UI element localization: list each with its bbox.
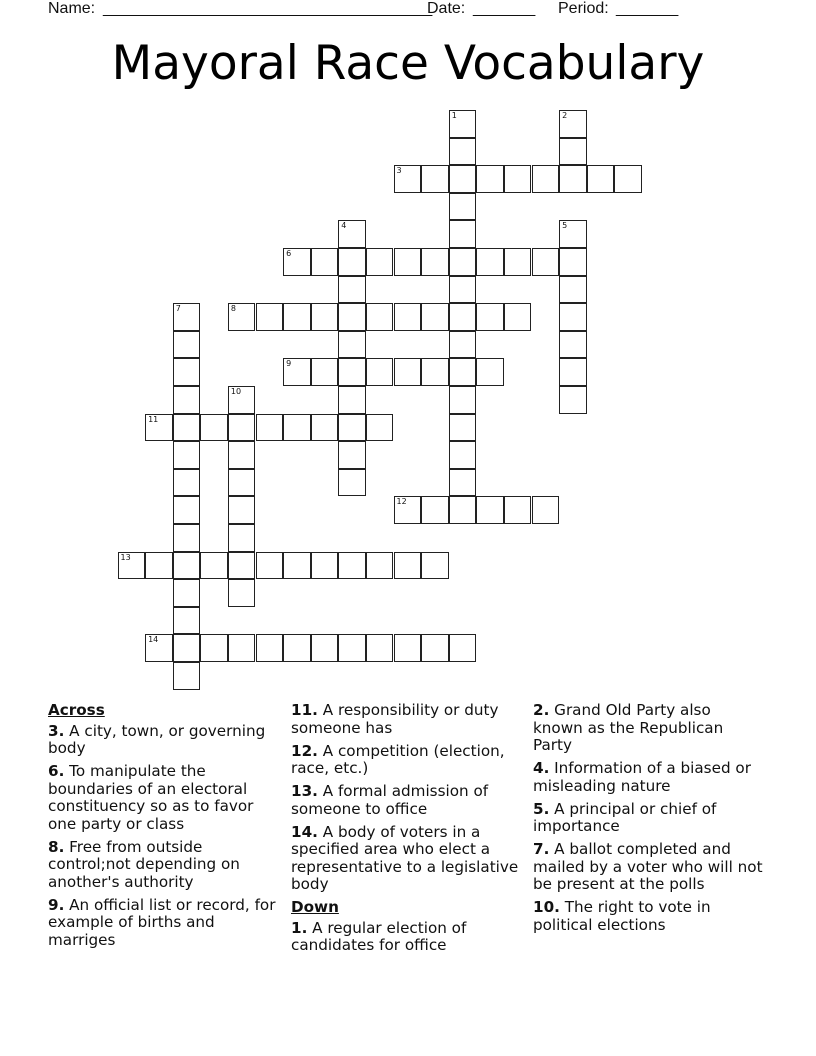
grid-cell[interactable] bbox=[256, 414, 284, 442]
clues-column-2 bbox=[291, 702, 519, 960]
grid-cell[interactable] bbox=[504, 165, 532, 193]
grid-cell[interactable] bbox=[559, 110, 587, 138]
grid-cell[interactable] bbox=[449, 276, 477, 304]
date-field[interactable]: _______ bbox=[473, 0, 536, 17]
grid-cell[interactable] bbox=[366, 303, 394, 331]
grid-cell[interactable] bbox=[394, 358, 422, 386]
clue-down-1: 1. A regular election of candidates for office bbox=[291, 918, 467, 954]
grid-cell[interactable] bbox=[476, 165, 504, 193]
clue-number: 7 bbox=[175, 304, 181, 314]
down-heading: Down bbox=[291, 898, 339, 916]
grid-cell[interactable] bbox=[394, 552, 422, 580]
grid-cell[interactable] bbox=[228, 496, 256, 524]
grid-cell[interactable] bbox=[476, 248, 504, 276]
clue-number: 11 bbox=[148, 414, 159, 424]
grid-cell[interactable] bbox=[587, 165, 615, 193]
grid-cell[interactable] bbox=[200, 414, 228, 442]
grid-cell[interactable] bbox=[228, 386, 256, 414]
grid-cell[interactable] bbox=[145, 414, 173, 442]
grid-cell[interactable] bbox=[421, 303, 449, 331]
clue-number: 10 bbox=[230, 387, 242, 396]
grid-cell[interactable] bbox=[366, 414, 394, 442]
clue-across-14: 14. A body of voters in a specified area who elect a representative to a legislative body bbox=[291, 822, 519, 893]
grid-cell[interactable] bbox=[559, 138, 587, 166]
grid-cell[interactable] bbox=[449, 220, 477, 248]
grid-cell[interactable] bbox=[311, 248, 339, 276]
grid-cell[interactable] bbox=[504, 496, 532, 524]
grid-cell[interactable] bbox=[449, 165, 477, 193]
grid-cell[interactable] bbox=[283, 358, 311, 386]
grid-cell[interactable] bbox=[283, 552, 311, 580]
grid-cell[interactable] bbox=[338, 552, 366, 580]
grid-cell[interactable] bbox=[449, 110, 477, 138]
grid-cell[interactable] bbox=[228, 469, 256, 497]
grid-cell[interactable] bbox=[394, 496, 422, 524]
grid-cell[interactable] bbox=[338, 414, 366, 442]
grid-cell[interactable] bbox=[283, 248, 311, 276]
grid-cell[interactable] bbox=[200, 634, 228, 662]
clue-across-3: 3. A city, town, or governing body bbox=[48, 721, 266, 757]
grid-cell[interactable] bbox=[532, 496, 560, 524]
grid-cell[interactable] bbox=[559, 358, 587, 386]
grid-cell[interactable] bbox=[476, 303, 504, 331]
grid-cell[interactable] bbox=[449, 469, 477, 497]
grid-cell[interactable] bbox=[228, 414, 256, 442]
grid-cell[interactable] bbox=[559, 220, 587, 248]
grid-cell[interactable] bbox=[173, 607, 201, 635]
grid-cell[interactable] bbox=[449, 414, 477, 442]
grid-cell[interactable] bbox=[338, 248, 366, 276]
grid-cell[interactable] bbox=[421, 634, 449, 662]
grid-cell[interactable] bbox=[421, 248, 449, 276]
grid-cell[interactable] bbox=[559, 276, 587, 304]
grid-cell[interactable] bbox=[504, 248, 532, 276]
clue-across-12: 12. A competition (election, race, etc.) bbox=[291, 741, 505, 777]
grid-cell[interactable] bbox=[145, 552, 173, 580]
grid-cell[interactable] bbox=[394, 303, 422, 331]
grid-cell[interactable] bbox=[338, 634, 366, 662]
clue-down-4: 4. Information of a biased or misleading nature bbox=[533, 759, 751, 795]
clues-column-1 bbox=[48, 702, 284, 955]
grid-cell[interactable] bbox=[421, 552, 449, 580]
grid-cell[interactable] bbox=[559, 331, 587, 359]
clue-number: 3 bbox=[396, 166, 402, 176]
grid-cell[interactable] bbox=[173, 414, 201, 442]
name-label: Name: bbox=[48, 0, 96, 17]
grid-cell[interactable] bbox=[449, 303, 477, 331]
clue-number: 6 bbox=[286, 249, 292, 258]
grid-cell[interactable] bbox=[449, 386, 477, 414]
grid-cell[interactable] bbox=[559, 386, 587, 414]
clue-across-13: 13. A formal admission of someone to office bbox=[291, 782, 489, 818]
period-label: Period: bbox=[558, 0, 609, 17]
grid-cell[interactable] bbox=[449, 496, 477, 524]
grid-cell[interactable] bbox=[311, 358, 339, 386]
clue-across-6: 6. To manipulate the boundaries of an electoral constituency so as to favor one party or class bbox=[48, 762, 254, 833]
clue-number: 12 bbox=[396, 497, 407, 507]
grid-cell[interactable] bbox=[173, 662, 201, 690]
date-label: Date: bbox=[427, 0, 466, 17]
clue-down-10: 10. The right to vote in political elections bbox=[533, 898, 711, 934]
grid-cell[interactable] bbox=[421, 358, 449, 386]
grid-cell[interactable] bbox=[394, 634, 422, 662]
grid-cell[interactable] bbox=[338, 276, 366, 304]
grid-cell[interactable] bbox=[394, 165, 422, 193]
grid-cell[interactable] bbox=[338, 441, 366, 469]
grid-cell[interactable] bbox=[200, 552, 228, 580]
grid-cell[interactable] bbox=[394, 248, 422, 276]
grid-cell[interactable] bbox=[173, 469, 201, 497]
grid-cell[interactable] bbox=[173, 441, 201, 469]
grid-cell[interactable] bbox=[338, 220, 366, 248]
worksheet-header bbox=[48, 0, 768, 20]
grid-cell[interactable] bbox=[173, 331, 201, 359]
grid-cell[interactable] bbox=[173, 634, 201, 662]
name-field[interactable]: _____________________________________ bbox=[103, 0, 433, 17]
grid-cell[interactable] bbox=[421, 496, 449, 524]
across-heading: Across bbox=[48, 701, 105, 719]
grid-cell[interactable] bbox=[338, 303, 366, 331]
grid-cell[interactable] bbox=[228, 441, 256, 469]
clue-across-11: 11. A responsibility or duty someone has bbox=[291, 701, 499, 737]
grid-cell[interactable] bbox=[559, 303, 587, 331]
grid-cell[interactable] bbox=[173, 496, 201, 524]
grid-cell[interactable] bbox=[283, 634, 311, 662]
grid-cell[interactable] bbox=[173, 386, 201, 414]
clue-number: 2 bbox=[562, 111, 568, 120]
grid-cell[interactable] bbox=[476, 358, 504, 386]
clue-number: 4 bbox=[341, 221, 347, 231]
grid-cell[interactable] bbox=[449, 634, 477, 662]
grid-cell[interactable] bbox=[228, 579, 256, 607]
clue-number: 9 bbox=[286, 359, 292, 369]
grid-cell[interactable] bbox=[283, 414, 311, 442]
clue-number: 8 bbox=[230, 304, 236, 314]
grid-cell[interactable] bbox=[311, 414, 339, 442]
clue-down-5: 5. A principal or chief of importance bbox=[533, 799, 717, 835]
grid-cell[interactable] bbox=[145, 634, 173, 662]
grid-cell[interactable] bbox=[532, 165, 560, 193]
grid-cell[interactable] bbox=[366, 248, 394, 276]
grid-cell[interactable] bbox=[476, 496, 504, 524]
grid-cell[interactable] bbox=[449, 248, 477, 276]
grid-cell[interactable] bbox=[559, 248, 587, 276]
grid-cell[interactable] bbox=[173, 303, 201, 331]
clue-number: 13 bbox=[120, 552, 131, 562]
grid-cell[interactable] bbox=[449, 331, 477, 359]
grid-cell[interactable] bbox=[311, 634, 339, 662]
period-field[interactable]: _______ bbox=[616, 0, 679, 17]
clue-across-9: 9. An official list or record, for example of births and marriges bbox=[48, 895, 276, 949]
grid-cell[interactable] bbox=[173, 524, 201, 552]
grid-cell[interactable] bbox=[228, 552, 256, 580]
grid-cell[interactable] bbox=[256, 552, 284, 580]
grid-cell[interactable] bbox=[366, 552, 394, 580]
grid-cell[interactable] bbox=[173, 579, 201, 607]
grid-cell[interactable] bbox=[504, 303, 532, 331]
clue-across-8: 8. Free from outside control;not depending on another's authority bbox=[48, 837, 240, 891]
grid-cell[interactable] bbox=[173, 358, 201, 386]
grid-cell[interactable] bbox=[228, 303, 256, 331]
grid-cell[interactable] bbox=[449, 358, 477, 386]
grid-cell[interactable] bbox=[421, 165, 449, 193]
grid-cell[interactable] bbox=[338, 331, 366, 359]
clue-number: 5 bbox=[562, 221, 568, 231]
grid-cell[interactable] bbox=[338, 469, 366, 497]
clue-down-2: 2. Grand Old Party also known as the Republican Party bbox=[533, 701, 724, 754]
grid-cell[interactable] bbox=[228, 634, 256, 662]
grid-cell[interactable] bbox=[532, 248, 560, 276]
grid-cell[interactable] bbox=[449, 193, 477, 221]
grid-cell[interactable] bbox=[118, 552, 146, 580]
grid-cell[interactable] bbox=[283, 303, 311, 331]
grid-cell[interactable] bbox=[256, 634, 284, 662]
grid-cell[interactable] bbox=[311, 303, 339, 331]
grid-cell[interactable] bbox=[228, 524, 256, 552]
grid-cell[interactable] bbox=[338, 386, 366, 414]
grid-cell[interactable] bbox=[366, 358, 394, 386]
grid-cell[interactable] bbox=[366, 634, 394, 662]
grid-cell[interactable] bbox=[338, 358, 366, 386]
grid-cell[interactable] bbox=[614, 165, 642, 193]
grid-cell[interactable] bbox=[256, 303, 284, 331]
grid-cell[interactable] bbox=[449, 441, 477, 469]
clue-down-7: 7. A ballot completed and mailed by a voter who will not be present at the polls bbox=[533, 840, 763, 893]
grid-cell[interactable] bbox=[559, 165, 587, 193]
grid-cell[interactable] bbox=[311, 552, 339, 580]
page-title: Mayoral Race Vocabulary bbox=[111, 36, 705, 91]
grid-cell[interactable] bbox=[449, 138, 477, 166]
clue-number: 1 bbox=[451, 111, 457, 120]
grid-cell[interactable] bbox=[173, 552, 201, 580]
clues-column-3 bbox=[533, 702, 763, 940]
clue-number: 14 bbox=[148, 635, 159, 645]
